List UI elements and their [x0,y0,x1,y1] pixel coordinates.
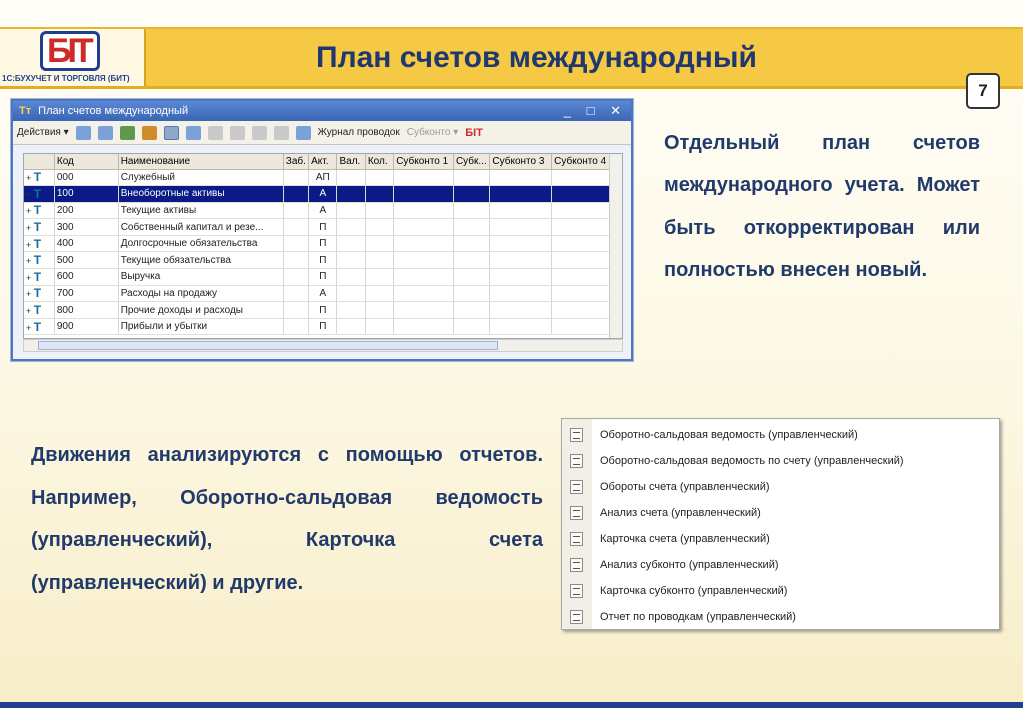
hierarchy-icon[interactable] [164,126,179,140]
plan-icon: Тт [19,105,32,117]
logo-mark-text: БIT [47,32,90,70]
menu-item-label: Анализ субконто (управленческий) [600,559,779,571]
column-header[interactable]: Субконто 4 [552,154,610,169]
account-icon: + T [24,302,54,319]
table-row[interactable] [24,302,610,319]
table-cell [283,169,308,186]
table-cell [365,169,393,186]
report-icon [570,584,583,598]
window-titlebar[interactable] [13,101,631,121]
account-type: П [309,318,337,335]
account-code: 100 [54,186,118,203]
refresh-icon[interactable] [296,126,311,140]
menu-item-label: Анализ счета (управленческий) [600,507,761,519]
table-cell [490,302,552,319]
account-code: 200 [54,202,118,219]
account-icon: + T [24,186,54,203]
table-cell [365,186,393,203]
account-code: 700 [54,285,118,302]
table-cell [490,235,552,252]
menu-item-report[interactable] [562,604,999,630]
account-type: П [309,252,337,269]
account-name: Собственный капитал и резе... [118,219,283,236]
table-cell [490,219,552,236]
account-icon: + T [24,235,54,252]
account-name: Прибыли и убытки [118,318,283,335]
menu-item-label: Отчет по проводкам (управленческий) [600,611,796,623]
menu-item-report[interactable] [562,448,999,474]
table-cell [337,302,365,319]
table-row[interactable] [24,235,610,252]
table-row[interactable] [24,269,610,286]
account-icon: + T [24,318,54,335]
table-row[interactable] [24,318,610,335]
table-cell [453,186,489,203]
table-cell [394,285,454,302]
report-icon [570,506,583,520]
table-cell [365,219,393,236]
table-cell [283,285,308,302]
journal-button[interactable]: Журнал проводок [317,127,400,138]
logo [0,29,146,86]
table-cell [365,202,393,219]
table-cell [394,202,454,219]
table-cell [283,235,308,252]
logo-text: 1С:БУХУЧЕТ И ТОРГОВЛЯ (БИТ) [2,74,130,83]
account-type: П [309,235,337,252]
column-header[interactable] [24,154,54,169]
add-group-icon[interactable] [98,126,113,140]
add-icon[interactable] [76,126,91,140]
table-cell [337,169,365,186]
filter-list-icon[interactable] [230,126,245,140]
table-cell [552,318,610,335]
account-icon: + T [24,252,54,269]
table-cell [394,318,454,335]
menu-item-label: Обороты счета (управленческий) [600,481,770,493]
footer-line [0,702,1023,708]
menu-item-report[interactable] [562,526,999,552]
table-cell [453,219,489,236]
table-cell [394,235,454,252]
copy-icon[interactable] [120,126,135,140]
account-name: Внеоборотные активы [118,186,283,203]
account-icon: + T [24,285,54,302]
report-icon [570,610,583,624]
column-header[interactable]: Наименование [118,154,283,169]
table-cell [490,252,552,269]
table-cell [490,169,552,186]
menu-item-report[interactable] [562,474,999,500]
vertical-scrollbar[interactable] [609,154,622,339]
sort-icon[interactable] [186,126,201,140]
account-type: А [309,285,337,302]
table-cell [552,202,610,219]
account-code: 600 [54,269,118,286]
header-band [0,27,1023,89]
table-row[interactable] [24,252,610,269]
account-code: 800 [54,302,118,319]
column-header[interactable]: Субконто 1 [394,154,454,169]
account-name: Служебный [118,169,283,186]
table-cell [337,269,365,286]
table-cell [552,285,610,302]
table-cell [552,269,610,286]
account-name: Текущие обязательства [118,252,283,269]
account-code: 500 [54,252,118,269]
menu-item-label: Карточка счета (управленческий) [600,533,770,545]
menu-item-report[interactable] [562,552,999,578]
page-number: 7 [966,73,1000,109]
table-cell [490,285,552,302]
table-cell [365,235,393,252]
report-icon [570,558,583,572]
toolbar [13,121,631,145]
window-controls[interactable]: _ □ ✕ [563,103,627,118]
table-cell [365,285,393,302]
table-cell [453,169,489,186]
table-row[interactable] [24,169,610,186]
columns-icon[interactable] [252,126,267,140]
menu-item-label: Оборотно-сальдовая ведомость по счету (управленческий) [600,455,904,467]
table-row[interactable] [24,186,610,203]
horizontal-scrollbar[interactable] [23,339,623,352]
account-name: Прочие доходы и расходы [118,302,283,319]
column-header[interactable]: Кол. [365,154,393,169]
report-icon [570,480,583,494]
window-title: План счетов международный [38,105,189,117]
bit-logo-icon[interactable]: БIT [465,126,483,139]
account-name: Расходы на продажу [118,285,283,302]
description-text: Отдельный план счетов международного учета. Может быть откорректирован или полностью внесен новый. [664,132,980,282]
column-header[interactable]: Субконто 3 [490,154,552,169]
table-cell [394,219,454,236]
column-header[interactable]: Вал. [337,154,365,169]
account-type: П [309,269,337,286]
account-name: Текущие активы [118,202,283,219]
table-cell [283,269,308,286]
reports-description: Движения анализируются с помощью отчетов. Например, Оборотно-сальдовая ведомость (управленческий), Карточка счета (управленческий) и другие. [31,444,543,594]
account-icon: + T [24,219,54,236]
scroll-thumb[interactable] [38,341,498,350]
report-icon [570,454,583,468]
table-cell [394,269,454,286]
clear-filter-icon[interactable] [274,126,289,140]
reports-menu [561,418,1000,630]
table-cell [490,269,552,286]
account-type: П [309,219,337,236]
account-type: П [309,302,337,319]
column-header[interactable]: Код [54,154,118,169]
table-cell [552,169,610,186]
table-cell [453,202,489,219]
report-icon [570,532,583,546]
table-cell [337,235,365,252]
account-icon: + T [24,269,54,286]
account-code: 400 [54,235,118,252]
accounts-table [23,153,623,339]
table-cell [552,252,610,269]
table-cell [337,252,365,269]
table-cell [283,219,308,236]
accounts-window [11,99,633,361]
table-cell [453,252,489,269]
menu-item-report[interactable] [562,500,999,526]
table-cell [337,318,365,335]
column-header[interactable]: Заб. [283,154,308,169]
table-row[interactable] [24,285,610,302]
column-header[interactable]: Акт. [309,154,337,169]
table-cell [365,302,393,319]
table-cell [490,202,552,219]
table-cell [394,302,454,319]
table-cell [365,252,393,269]
account-type: А [309,202,337,219]
table-cell [490,186,552,203]
table-cell [394,169,454,186]
table-cell [453,318,489,335]
subkonto-button[interactable]: Субконто ▾ [406,127,459,138]
account-name: Долгосрочные обязательства [118,235,283,252]
account-type: АП [309,169,337,186]
table-row[interactable] [24,219,610,236]
account-icon: + T [24,202,54,219]
table-cell [394,186,454,203]
table-cell [453,302,489,319]
menu-item-label: Карточка субконто (управленческий) [600,585,788,597]
account-code: 000 [54,169,118,186]
table-cell [283,318,308,335]
menu-item-report[interactable] [562,578,999,604]
table-cell [490,318,552,335]
column-header[interactable]: Субк... [453,154,489,169]
table-cell [453,235,489,252]
table-cell [337,186,365,203]
table-row[interactable] [24,202,610,219]
menu-item-label: Оборотно-сальдовая ведомость (управленческий) [600,429,858,441]
logo-mark [40,31,100,71]
report-icon [570,428,583,442]
table-cell [552,235,610,252]
table-header [24,154,610,169]
table-cell [337,219,365,236]
filter-icon[interactable] [208,126,223,140]
table-cell [453,285,489,302]
table-cell [283,252,308,269]
table-cell [394,252,454,269]
table-cell [283,186,308,203]
delete-icon[interactable] [142,126,157,140]
table-cell [552,302,610,319]
menu-item-report[interactable] [562,422,999,448]
table-cell [552,186,610,203]
account-name: Выручка [118,269,283,286]
table-cell [337,285,365,302]
table-cell [453,269,489,286]
account-icon: + T [24,169,54,186]
table-cell [283,202,308,219]
account-type: А [309,186,337,203]
account-code: 900 [54,318,118,335]
page-title: План счетов международный [316,41,757,74]
actions-menu[interactable]: Действия ▾ [17,127,69,138]
table-cell [337,202,365,219]
table-cell [283,302,308,319]
table-cell [365,269,393,286]
table-cell [552,219,610,236]
table-cell [365,318,393,335]
account-code: 300 [54,219,118,236]
